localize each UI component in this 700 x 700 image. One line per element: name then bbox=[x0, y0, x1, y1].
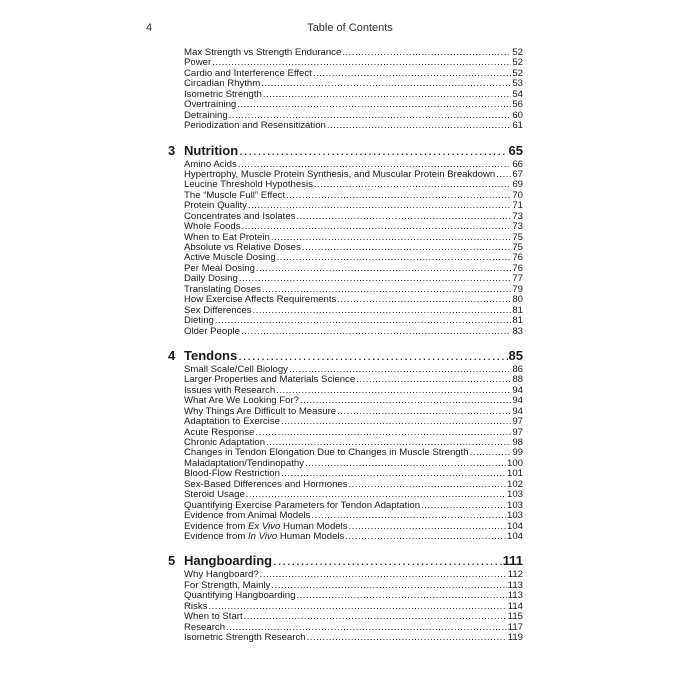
toc-entry-page-number: 54 bbox=[512, 89, 523, 100]
toc-entry[interactable] bbox=[184, 285, 523, 295]
toc-entry-label: Blood-Flow Restriction bbox=[184, 469, 280, 480]
toc-entry[interactable] bbox=[184, 295, 523, 305]
toc-entry-label: Evidence from Ex Vivo Human Models bbox=[184, 521, 348, 532]
dot-leader bbox=[239, 143, 507, 159]
chapter-number: 5 bbox=[168, 553, 176, 569]
toc-entry-label: Risks bbox=[184, 601, 208, 612]
dot-leader bbox=[208, 602, 506, 612]
toc-entry-label: Protein Quality bbox=[184, 201, 247, 212]
toc-entry-label: Concentrates and Isolates bbox=[184, 211, 296, 222]
dot-leader bbox=[496, 170, 511, 180]
dot-leader bbox=[262, 285, 511, 295]
toc-entry[interactable] bbox=[184, 180, 523, 190]
toc-entry-page-number: 66 bbox=[512, 159, 523, 170]
toc-entry-page-number: 70 bbox=[512, 190, 523, 201]
toc-entry-page-number: 94 bbox=[512, 396, 523, 407]
dot-leader bbox=[327, 121, 511, 131]
toc-entry[interactable] bbox=[184, 532, 523, 542]
toc-entry[interactable] bbox=[184, 417, 523, 427]
toc-entry-page-number: 94 bbox=[512, 385, 523, 396]
chapter-page-number: 85 bbox=[508, 347, 523, 363]
toc-entry-page-number: 103 bbox=[506, 500, 523, 511]
toc-entry-page-number: 83 bbox=[512, 326, 523, 337]
toc-entry[interactable] bbox=[184, 428, 523, 438]
dot-leader bbox=[470, 448, 512, 458]
toc-entry[interactable] bbox=[184, 316, 523, 326]
toc-entry[interactable] bbox=[184, 264, 523, 274]
toc-entry-label: When to Eat Protein bbox=[184, 232, 270, 243]
toc-entry[interactable] bbox=[184, 243, 523, 253]
toc-entry-label: When to Start bbox=[184, 612, 243, 623]
toc-entry-page-number: 77 bbox=[512, 274, 523, 285]
dot-leader bbox=[237, 100, 511, 110]
toc-entry-page-number: 56 bbox=[512, 100, 523, 111]
toc-entry-page-number: 73 bbox=[512, 211, 523, 222]
toc-entry-label: Sex Differences bbox=[184, 305, 252, 316]
toc-entry-page-number: 113 bbox=[507, 580, 523, 591]
chapter-page-number: 111 bbox=[502, 553, 523, 569]
dot-leader bbox=[296, 212, 511, 222]
toc-entry-label: Quantifying Hangboarding bbox=[184, 591, 296, 602]
dot-leader bbox=[271, 581, 506, 591]
dot-leader bbox=[226, 623, 507, 633]
toc-entry-page-number: 86 bbox=[512, 364, 523, 375]
toc-entry-page-number: 100 bbox=[506, 458, 523, 469]
toc-entry[interactable] bbox=[184, 602, 523, 612]
dot-leader bbox=[342, 48, 511, 58]
toc-entry[interactable] bbox=[184, 100, 523, 110]
toc-entry-label: Periodization and Resensitization bbox=[184, 121, 326, 132]
toc-entry-label: Whole Foods bbox=[184, 222, 241, 233]
toc-entry[interactable] bbox=[184, 170, 523, 180]
toc-entry-label: Translating Doses bbox=[184, 284, 261, 295]
dot-leader bbox=[337, 407, 511, 417]
dot-leader bbox=[229, 111, 512, 121]
toc-entry-label: Larger Properties and Materials Science bbox=[184, 375, 356, 386]
toc-entry-label: The “Muscle Full” Effect bbox=[184, 190, 286, 201]
toc-entry-label: Power bbox=[184, 58, 212, 69]
toc-entry-page-number: 79 bbox=[512, 284, 523, 295]
toc-entry-page-number: 113 bbox=[507, 591, 523, 602]
dot-leader bbox=[246, 490, 506, 500]
toc-entry-page-number: 75 bbox=[512, 232, 523, 243]
toc-entry-label: Older People bbox=[184, 326, 240, 337]
toc-entry-page-number: 71 bbox=[512, 201, 523, 212]
dot-leader bbox=[260, 570, 507, 580]
dot-leader bbox=[273, 553, 502, 569]
dot-leader bbox=[356, 375, 511, 385]
toc-entry-page-number: 102 bbox=[506, 479, 523, 490]
toc-entry[interactable] bbox=[184, 490, 523, 500]
toc-entry[interactable] bbox=[184, 327, 523, 337]
toc-entry-label: Leucine Threshold Hypothesis bbox=[184, 180, 313, 191]
toc-entry[interactable] bbox=[184, 48, 523, 58]
dot-leader bbox=[314, 180, 511, 190]
toc-entry-label: Isometric Strength Research bbox=[184, 633, 306, 643]
toc-entry-page-number: 103 bbox=[506, 490, 523, 501]
toc-entry[interactable] bbox=[184, 212, 523, 222]
toc-entry-label: Chronic Adaptation bbox=[184, 438, 266, 448]
toc-entry-label: Hypertrophy, Muscle Protein Synthesis, and Muscular Protein Breakdown bbox=[184, 169, 496, 180]
toc-entry-page-number: 52 bbox=[512, 48, 523, 58]
toc-entry-page-number: 104 bbox=[506, 531, 523, 542]
toc-entry[interactable] bbox=[184, 222, 523, 232]
toc-entry-label: For Strength, Mainly bbox=[184, 580, 271, 591]
toc-entry[interactable] bbox=[184, 69, 523, 79]
toc-entry-label: Per Meal Dosing bbox=[184, 263, 255, 274]
toc-entry-label: Changes in Tendon Elongation Due to Changes in Muscle Strength bbox=[184, 448, 469, 459]
toc-entry[interactable] bbox=[184, 90, 523, 100]
toc-entry[interactable] bbox=[184, 121, 523, 131]
toc-entry-page-number: 81 bbox=[512, 316, 523, 327]
dot-leader bbox=[248, 201, 511, 211]
toc-entry[interactable] bbox=[184, 365, 523, 375]
toc-entry-label: Steroid Usage bbox=[184, 490, 245, 501]
dot-leader bbox=[255, 428, 511, 438]
toc-entry[interactable] bbox=[184, 233, 523, 243]
toc-entry-page-number: 73 bbox=[512, 222, 523, 233]
toc-entry[interactable] bbox=[184, 407, 523, 417]
toc-entry-label: Issues with Research bbox=[184, 385, 276, 396]
toc-chapter-heading[interactable] bbox=[168, 348, 523, 364]
chapter-title: Tendons bbox=[184, 347, 238, 363]
toc-entry-label: Why Hangboard? bbox=[184, 570, 259, 581]
toc-entry[interactable] bbox=[184, 501, 523, 511]
toc-entry-page-number: 101 bbox=[506, 469, 523, 480]
dot-leader bbox=[286, 191, 511, 201]
toc-entry-label: Isometric Strength bbox=[184, 89, 262, 100]
toc-entry-page-number: 69 bbox=[512, 180, 523, 191]
dot-leader bbox=[311, 511, 506, 521]
dot-leader bbox=[241, 327, 511, 337]
toc-entry-label: Amino Acids bbox=[184, 159, 237, 170]
dot-leader bbox=[296, 591, 506, 601]
dot-leader bbox=[345, 532, 506, 542]
dot-leader bbox=[261, 79, 511, 89]
dot-leader bbox=[277, 253, 512, 263]
toc-entry[interactable] bbox=[184, 160, 523, 170]
toc-entry-label: Acute Response bbox=[184, 427, 255, 438]
toc-chapter-heading[interactable] bbox=[168, 553, 523, 569]
toc-entry-label: Cardio and Interference Effect bbox=[184, 68, 312, 79]
toc-entry[interactable] bbox=[184, 396, 523, 406]
dot-leader bbox=[256, 264, 511, 274]
toc-entry[interactable] bbox=[184, 633, 523, 643]
toc-entry[interactable] bbox=[184, 522, 523, 532]
toc-entry[interactable] bbox=[184, 459, 523, 469]
toc-entry-label: Daily Dosing bbox=[184, 274, 238, 285]
toc-entry-page-number: 61 bbox=[512, 121, 523, 132]
toc-entry-label: Overtraining bbox=[184, 100, 237, 111]
toc-entry-page-number: 60 bbox=[512, 110, 523, 121]
toc-entry-page-number: 94 bbox=[512, 406, 523, 417]
toc-entry[interactable] bbox=[184, 438, 523, 448]
toc-entry-page-number: 114 bbox=[507, 601, 523, 612]
toc-entry[interactable] bbox=[184, 591, 523, 601]
toc-entry-label: Absolute vs Relative Doses bbox=[184, 243, 301, 253]
chapter-number: 3 bbox=[168, 142, 176, 158]
dot-leader bbox=[271, 233, 511, 243]
dot-leader bbox=[349, 480, 506, 490]
dot-leader bbox=[239, 274, 511, 284]
toc-entry-label: Small Scale/Cell Biology bbox=[184, 364, 288, 375]
toc-entry-label: Evidence from In Vivo Human Models bbox=[184, 531, 345, 542]
toc-entry-label: Dieting bbox=[184, 316, 214, 327]
dot-leader bbox=[289, 365, 511, 375]
toc-entry-label: Research bbox=[184, 622, 226, 633]
dot-leader bbox=[349, 522, 506, 532]
toc-entry-page-number: 99 bbox=[512, 448, 523, 459]
toc-entry-page-number: 52 bbox=[512, 68, 523, 79]
dot-leader bbox=[421, 501, 506, 511]
toc-entry-label: Quantifying Exercise Parameters for Tendon Adaptation bbox=[184, 500, 421, 511]
table-of-contents bbox=[168, 48, 523, 643]
toc-entry-label: Sex-Based Differences and Hormones bbox=[184, 479, 348, 490]
toc-entry[interactable] bbox=[184, 570, 523, 580]
page-number: 4 bbox=[146, 22, 153, 34]
toc-entry-page-number: 97 bbox=[512, 427, 523, 438]
dot-leader bbox=[212, 58, 511, 68]
toc-entry-page-number: 76 bbox=[512, 263, 523, 274]
toc-entry[interactable] bbox=[184, 623, 523, 633]
dot-leader bbox=[302, 243, 512, 253]
toc-entry[interactable] bbox=[184, 480, 523, 490]
toc-entry[interactable] bbox=[184, 386, 523, 396]
toc-entry-page-number: 75 bbox=[512, 243, 523, 253]
toc-entry[interactable] bbox=[184, 253, 523, 263]
dot-leader bbox=[244, 612, 507, 622]
toc-entry-page-number: 115 bbox=[507, 612, 523, 623]
toc-entry[interactable] bbox=[184, 375, 523, 385]
chapter-title: Nutrition bbox=[184, 142, 239, 158]
running-title: Table of Contents bbox=[307, 22, 393, 34]
dot-leader bbox=[242, 222, 512, 232]
dot-leader bbox=[281, 469, 506, 479]
toc-entry-label: Circadian Rhythm bbox=[184, 79, 261, 90]
toc-entry-page-number: 81 bbox=[512, 305, 523, 316]
dot-leader bbox=[215, 316, 511, 326]
toc-entry[interactable] bbox=[184, 79, 523, 89]
toc-entry-label: Adaptation to Exercise bbox=[184, 417, 280, 428]
dot-leader bbox=[307, 633, 507, 643]
toc-entry-page-number: 67 bbox=[512, 169, 523, 180]
toc-entry[interactable] bbox=[184, 58, 523, 68]
dot-leader bbox=[266, 438, 511, 448]
toc-entry-page-number: 112 bbox=[507, 570, 523, 581]
toc-entry-label: Evidence from Animal Models bbox=[184, 511, 311, 522]
toc-entry-page-number: 97 bbox=[512, 417, 523, 428]
dot-leader bbox=[337, 295, 511, 305]
toc-entry-label: Why Things Are Difficult to Measure bbox=[184, 406, 337, 417]
dot-leader bbox=[238, 348, 507, 364]
toc-entry-page-number: 76 bbox=[512, 253, 523, 264]
chapter-page-number: 65 bbox=[508, 142, 523, 158]
toc-chapter-heading[interactable] bbox=[168, 143, 523, 159]
toc-entry[interactable] bbox=[184, 581, 523, 591]
toc-entry-page-number: 103 bbox=[506, 511, 523, 522]
dot-leader bbox=[281, 417, 511, 427]
toc-entry-label: Max Strength vs Strength Endurance bbox=[184, 48, 342, 58]
toc-entry[interactable] bbox=[184, 448, 523, 458]
toc-entry-label: What Are We Looking For? bbox=[184, 396, 300, 407]
dot-leader bbox=[276, 386, 511, 396]
toc-entry-page-number: 53 bbox=[512, 79, 523, 90]
toc-entry-page-number: 119 bbox=[507, 633, 523, 643]
dot-leader bbox=[238, 160, 512, 170]
toc-entry[interactable] bbox=[184, 469, 523, 479]
toc-entry-page-number: 98 bbox=[512, 438, 523, 448]
toc-entry-page-number: 117 bbox=[507, 622, 523, 633]
dot-leader bbox=[313, 69, 512, 79]
toc-entry-label: Active Muscle Dosing bbox=[184, 253, 276, 264]
toc-entry-page-number: 52 bbox=[512, 58, 523, 69]
toc-entry-label: Detraining bbox=[184, 110, 228, 121]
dot-leader bbox=[300, 396, 511, 406]
toc-entry[interactable] bbox=[184, 274, 523, 284]
toc-entry-page-number: 104 bbox=[506, 521, 523, 532]
chapter-title: Hangboarding bbox=[184, 553, 273, 569]
dot-leader bbox=[305, 459, 506, 469]
toc-entry-label: Maladaptation/Tendinopathy bbox=[184, 458, 305, 469]
dot-leader bbox=[263, 90, 511, 100]
toc-entry[interactable] bbox=[184, 191, 523, 201]
toc-entry[interactable] bbox=[184, 201, 523, 211]
chapter-number: 4 bbox=[168, 347, 176, 363]
toc-entry-page-number: 80 bbox=[512, 295, 523, 306]
toc-entry[interactable] bbox=[184, 612, 523, 622]
dot-leader bbox=[253, 306, 512, 316]
toc-entry[interactable] bbox=[184, 306, 523, 316]
toc-entry[interactable] bbox=[184, 111, 523, 121]
toc-entry-label: How Exercise Affects Requirements bbox=[184, 295, 337, 306]
toc-entry[interactable] bbox=[184, 511, 523, 521]
toc-entry-page-number: 88 bbox=[512, 375, 523, 386]
